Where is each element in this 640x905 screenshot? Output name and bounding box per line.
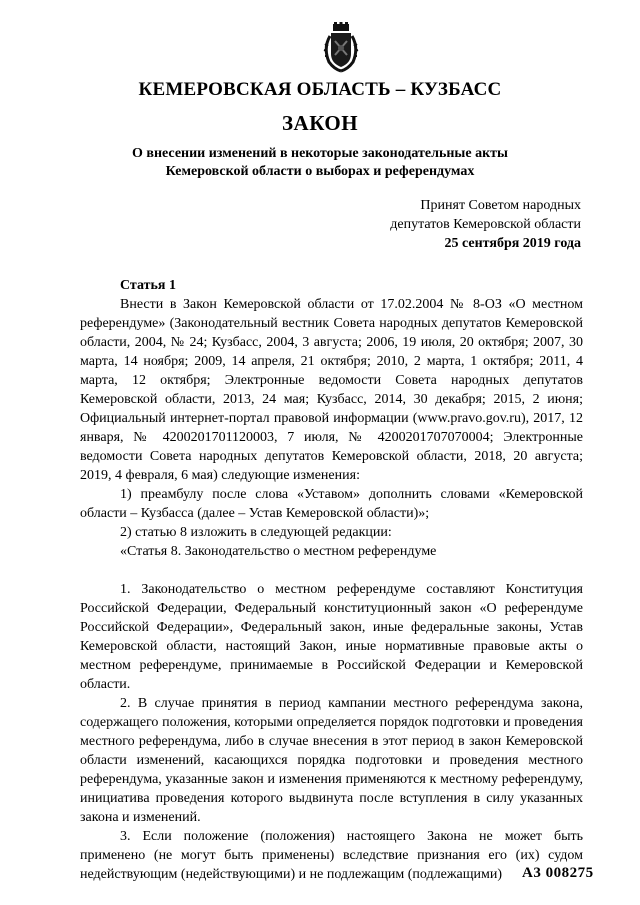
adoption-line-2: депутатов Кемеровской области — [390, 217, 581, 232]
document-type: ЗАКОН — [281, 111, 359, 135]
adoption-date: 25 сентября 2019 года — [444, 236, 581, 251]
amendment-item-1: 1) преамбулу после слова «Уставом» дополнить словами «Кемеровской области – Кузбасса (далее – Устав Кемеровской области)»; — [80, 487, 583, 521]
paragraph-2: 2. В случае принятия в период кампании местного референдума закона, содержащего положения, которыми определяется порядок подготовки и проведения местного референдума, либо в случае внесения в этот период в закон Кемеровской области изменений, касающихся порядка подготовки и проведения местного референдума, указанные закон и изменения применяются к местному референдуму, инициатива проведения которого выдвинута после вступления в силу указанных закона и изменений. — [80, 696, 583, 825]
amendment-item-2: 2) статью 8 изложить в следующей редакции: — [120, 525, 392, 540]
adoption-block — [390, 196, 581, 253]
quoted-article-heading: «Статья 8. Законодательство о местном референдуме — [120, 544, 437, 559]
article-intro: Внести в Закон Кемеровской области от 17.02.2004 № 8-ОЗ «О местном референдуме» (Законодательный вестник Совета народных депутатов Кемеровской области, 2004, № 24; Кузбасс, 2004, 3 августа; 2006, 19 июля, 20 октября; 2007, 30 марта, 14 ноября; 2009, 14 апреля, 21 октября; 2010, 2 марта, 1 октября; 2011, 4 марта, 12 октября; Электронные ведомости Совета народных депутатов Кемеровской области, 2013, 24 мая; Кузбасс, 2014, 30 декабря; 2015, 2 июня; Официальный интернет-портал правовой информации (www.pravo.gov.ru), 2017, 12 января, № 4200201701120003, 7 июля, № 4200201707070004; Электронные ведомости Совета народных депутатов Кемеровской области, 2018, 20 августа; 2019, 4 февраля, 6 мая) следующие изменения: — [80, 297, 583, 483]
paragraph-3: 3. Если положение (положения) настоящего Закона не может быть применено (не могут быть применены) вследствие признания его (их) судом недействующим (недействующими) и не подлежащим (подлежащими) — [80, 829, 583, 882]
law-subject-line-1: О внесении изменений в некоторые законодательные акты — [132, 146, 508, 161]
paragraph-1: 1. Законодательство о местном референдуме составляют Конституция Российской Федерации, Федеральный конституционный закон «О референдуме Российской Федерации», Федеральный закон, иные федеральные законы, Устав Кемеровской области, настоящий Закон, иные нормативные правовые акты о местном референдуме, принимаемые в Российской Федерации и Кемеровской области. — [80, 582, 583, 692]
article-heading: Статья 1 — [120, 278, 176, 293]
law-subject-line-2: Кемеровской области о выборах и референдумах — [165, 164, 475, 179]
serial-number: А3 008275 — [522, 865, 594, 881]
paragraph-gap — [80, 561, 583, 580]
law-subject — [0, 145, 640, 181]
coat-of-arms-icon — [322, 22, 360, 74]
region-title: КЕМЕРОВСКАЯ ОБЛАСТЬ – КУЗБАСС — [138, 79, 502, 100]
law-body — [80, 276, 583, 884]
adoption-line-1: Принят Советом народных — [420, 198, 581, 213]
